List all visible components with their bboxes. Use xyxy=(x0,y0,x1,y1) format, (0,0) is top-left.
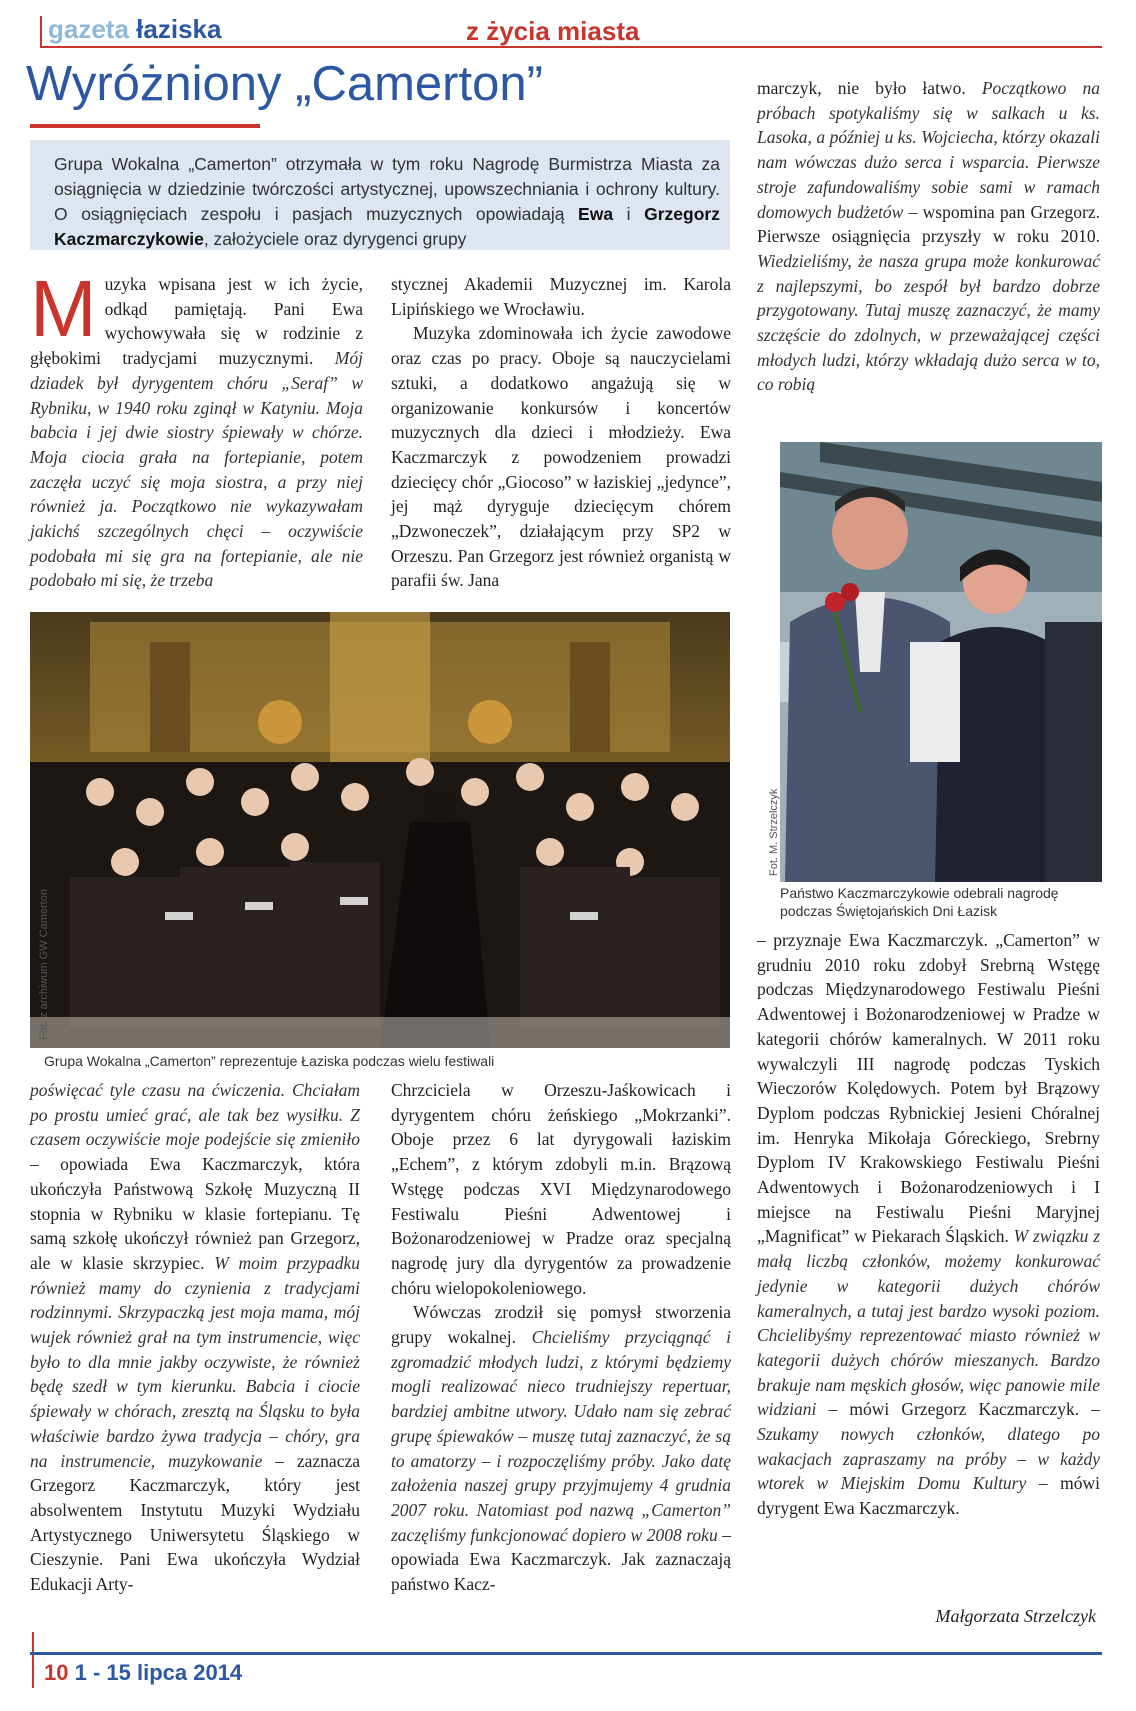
choir-photo-credit: Fot. z archiwum GW Camerton xyxy=(38,889,50,1040)
col3-bottom-text-a: – przyznaje Ewa Kaczmarczyk. „Camerton” w grudniu 2010 roku zdobył Srebrną Wstęgę podczas Międzynarodowego Festiwalu Pieśni Adwentowej i Bożonarodzeniowej w Pradze w kategorii chórów kameralnych. W 2011 roku wywalczyli III nagrodę podczas Tyskich Wieczorów Kolędowych. Potem był Brązowy Dyplom podczas Rybnickiej Jesieni Chóralnej im. Henryka Mikołaja Góreckiego, Srebrny Dyplom IV Krakowskiego Festiwalu Pieśni Adwentowych i Bożonarodzeniowych i I miejsce na Festiwalu Pieśni Maryjnej „Magnificat” w Piekarach Śląskich. xyxy=(757,930,1100,1247)
article-lead xyxy=(30,140,730,250)
lead-name-grzegorz: Grzegorz Kaczmarczykowie xyxy=(54,204,720,249)
masthead xyxy=(48,14,221,45)
masthead-town: łaziska xyxy=(136,14,222,44)
col2-bottom-p1: Chrzciciela w Orzeszu-Jaśkowicach i dyrygentem chóru żeńskiego „Mokrzanki”. Oboje przez 6 lat dyrygowali łaziskim „Echem”, z którym zdobyli m.in. Brązową Wstęgę podczas XVI Międzynarodowego Festiwalu Pieśni Adwentowej i Bożonarodzeniowej w Pradze oraz specjalną nagrodę jury dla dyrygentów za prowadzenie chóru wielopokoleniowego. xyxy=(391,1080,731,1298)
header-rule xyxy=(40,46,1102,48)
col3-bottom-text-b: – mówi Grzegorz Kaczmarczyk. – xyxy=(816,1399,1100,1420)
column-3-bottom xyxy=(757,928,1100,1521)
article-author: Małgorzata Strzelczyk xyxy=(935,1606,1096,1626)
section-title: z życia miasta xyxy=(466,16,640,46)
page-number: 10 xyxy=(44,1660,69,1685)
drop-cap: M xyxy=(30,264,97,353)
col3-top-quote-b: Wiedzieliśmy, że nasza grupa może konkurować z najlepszymi, bo zespół był bardzo dobrze przygotowany. Tutaj muszę zaznaczyć, że mamy szczęście do zdolnych, w przeważającej części młodych ludzi, którzy wkładają dużo serca w to, co robią xyxy=(757,250,1100,395)
footer xyxy=(44,1660,242,1686)
title-underline xyxy=(30,124,260,128)
lead-name-ewa: Ewa xyxy=(578,204,614,224)
award-photo-caption xyxy=(780,884,1059,920)
col1-bottom-text-b: – zaznacza Grzegorz Kaczmarczyk, który jest absolwentem Instytutu Muzyki Wydziału Artystycznego Uniwersytetu Śląskiego w Cieszynie. Pani Ewa ukończyła Wydział Edukacji Arty- xyxy=(30,1450,360,1595)
column-2-bottom xyxy=(391,1078,731,1597)
column-1-top xyxy=(30,264,363,593)
issue-date: 1 - 15 lipca 2014 xyxy=(74,1660,243,1685)
col3-bottom-text-c: – mówi dyrygent Ewa Kaczmarczyk. xyxy=(757,1473,1100,1519)
col3-top-quote-a: Początkowo na próbach spotykaliśmy się w salkach u ks. Lasoka, a później u ks. Wojciecha, którzy okazali nam wówczas dużo serca i wsparcia. Pierwsze stroje zafundowaliśmy sobie sami w ramach domowych budżetów xyxy=(757,78,1100,222)
column-2-top xyxy=(391,272,731,593)
column-1-bottom xyxy=(30,1078,360,1597)
choir-photo-image xyxy=(30,612,730,1048)
footer-tick xyxy=(32,1632,34,1688)
col2-bottom-p2-text: Wówczas zrodził się pomysł stworzenia grupy wokalnej. xyxy=(391,1302,731,1348)
col3-top-text-b: – wspomina pan Grzegorz. Pierwsze osiągnięcia przyszły w roku 2010. xyxy=(757,201,1100,247)
lead-text: Grupa Wokalna „Camerton” otrzymała w tym roku Nagrodę Burmistrza Miasta za osiągnięcia w dziedzinie twórczości artystycznej, upowszechniania i ochrony kultury. O osiągnięciach zespołu i pasjach muzycznych opowiadają xyxy=(54,154,720,224)
award-photo-credit: Fot. M. Strzelczyk xyxy=(768,788,780,876)
choir-photo xyxy=(30,612,730,1048)
award-caption-line-2: podczas Świętojańskich Dni Łazisk xyxy=(780,903,998,919)
col2-top-p2: Muzyka zdominowała ich życie zawodowe oraz czas po pracy. Oboje są nauczycielami sztuki, a dodatkowo angażują się w organizowanie konkursów i koncertów muzycznych dla dzieci i młodzieży. Ewa Kaczmarczyk z powodzeniem prowadzi dziecięcy chór „Giocoso” w łaziskiej „jedynce”, jej mąż dyryguje dziecięcym chórem „Dzwoneczek”, działającym przy SP2 w Orzeszu. Pan Grzegorz jest również organistą w parafii św. Jana xyxy=(391,323,731,591)
header-tick xyxy=(40,16,42,48)
award-caption-line-1: Państwo Kaczmarczykowie odebrali nagrodę xyxy=(780,885,1059,901)
col1-top-quote: Mój dziadek był dyrygentem chóru „Seraf” w Rybniku, w 1940 roku zginął w Katyniu. Moja babcia i jej dwie siostry śpiewały w chórze. Moja ciocia grała na fortepianie, potem zaczęła uczyć się moja siostra, a przy niej również ja. Początkowo nie wykazywałam jakichś szczególnych chęci – oczywiście podobała mi się gra na fortepianie, ale nie podobało mi się, że trzeba xyxy=(30,348,363,591)
col2-bottom-p2-quote: Chcieliśmy przyciągnąć i zgromadzić młodych ludzi, z którymi będziemy mogli realizować nieco trudniejszy repertuar, bardziej ambitne utwory. Udało nam się zebrać grupę śpiewaków – muszę tutaj zaznaczyć, że są to amatorzy – i rozpoczęliśmy próby. Jako datę założenia naszej grupy przyjmujemy 4 grudnia 2007 roku. Natomiast pod nazwą „Camerton” zaczęliśmy funkcjonować dopiero w 2008 roku xyxy=(391,1327,731,1545)
col1-bottom-text-a: – opowiada Ewa Kaczmarczyk, która ukończyła Państwową Szkołę Muzyczną II stopnia w Rybniku w klasie fortepianu. Tę samą szkołę ukończył również pan Grzegorz, ale w klasie skrzypiec. xyxy=(30,1154,360,1273)
col1-top-text: uzyka wpisana jest w ich życie, odkąd pamiętają. Pani Ewa wychowywała się w rodzinie z głębokimi tradycjami muzycznymi. xyxy=(30,274,363,369)
col2-bottom-p2-end: – opowiada Ewa Kaczmarczyk. Jak zaznaczają państwo Kacz- xyxy=(391,1524,732,1595)
article-title: Wyróżniony „Camerton” xyxy=(26,57,543,111)
col3-bottom-quote-b: Szukamy nowych członków, dlatego po wakacjach zapraszamy na próby – w każdy wtorek w Miejskim Domu Kultury xyxy=(757,1424,1100,1494)
col2-bottom-p2 xyxy=(391,1300,731,1596)
masthead-gazeta: gazeta xyxy=(48,14,129,44)
lead-text-end: , założyciele oraz dyrygenci grupy xyxy=(203,229,467,249)
column-3-top xyxy=(757,76,1100,397)
lead-text-and: i xyxy=(613,204,645,224)
award-photo-image xyxy=(780,442,1102,882)
col2-top-p1: stycznej Akademii Muzycznej im. Karola Lipińskiego we Wrocławiu. xyxy=(391,274,731,319)
footer-rule xyxy=(30,1652,1102,1655)
choir-photo-caption: Grupa Wokalna „Camerton” reprezentuje Łaziska podczas wielu festiwali xyxy=(44,1053,495,1069)
col3-bottom-quote-a: W związku z małą liczbą członków, możemy konkurować jedynie w kategorii dużych chórów kameralnych, a tutaj jest bardzo wysoki poziom. Chcielibyśmy reprezentować miasto również w kategorii dużych chórów mieszanych. Bardzo brakuje nam męskich głosów, więc panowie mile widziani xyxy=(757,1226,1101,1420)
col3-top-text-a: marczyk, nie było łatwo. xyxy=(757,78,982,98)
award-photo xyxy=(780,442,1102,882)
col1-bottom-quote-a: poświęcać tyle czasu na ćwiczenia. Chciałam po prostu umieć grać, ale tak bez wysiłku. Z czasem oczywiście moje podejście się zmieniło xyxy=(30,1080,360,1150)
col1-bottom-quote-b: W moim przypadku również mamy do czynienia z tradycjami rodzinnymi. Skrzypaczką jest moja mama, mój wujek również grał na tym instrumencie, więc było to dla mnie jakby oczywiste, że również będę szedł w tym kierunku. Babcia i ciocie śpiewały w chórach, zresztą na Śląsku to była właściwie bardzo żywa tradycja – chóry, gra na instrumencie, muzykowanie xyxy=(30,1252,361,1471)
